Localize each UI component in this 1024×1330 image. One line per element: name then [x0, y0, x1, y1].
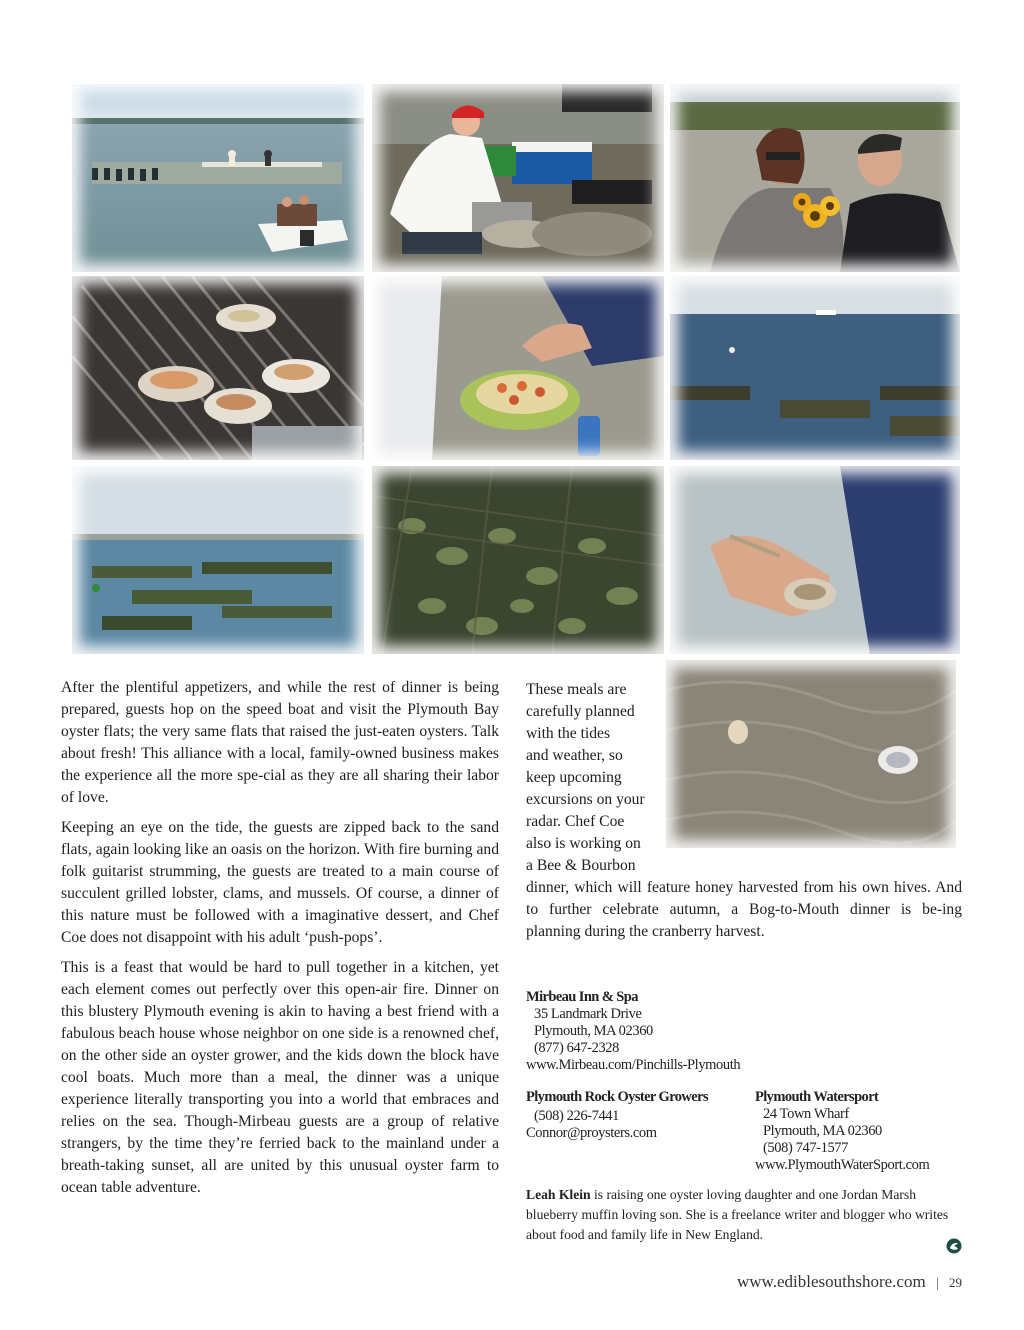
narrow-line: keep upcoming: [526, 769, 622, 786]
speed-boat-scene: [72, 84, 364, 272]
author-name: Leah Klein: [526, 1187, 591, 1202]
right-column-wide-text: [526, 877, 962, 951]
contact-phone: (877) 647-2328: [534, 1040, 620, 1056]
grill-scene: [72, 276, 364, 460]
author-bio-text: is raising one oyster loving daughter and one Jordan Marsh blueberry muffin loving son. She is a freelance writer and blogger who writes about food and family life in New England.: [526, 1187, 949, 1242]
page-number: 29: [949, 1275, 962, 1290]
right-column-narrow-text: [526, 679, 666, 877]
guests-scene: [670, 84, 960, 272]
narrow-line: and weather, so: [526, 747, 623, 764]
sand-shell-scene: [666, 660, 956, 848]
page-footer: [737, 1272, 962, 1292]
contact-phone: (508) 747-1577: [763, 1140, 849, 1156]
photo-oyster-farm-at-low-tide: [72, 466, 364, 654]
paragraph-bog-to-mouth: dinner, which will feature honey harvested from his own hives. And to further celebrate autumn, a Bog-to-Mouth dinner is be-ing planning during the cranberry harvest.: [526, 879, 962, 940]
photo-oyster-seed-in-cage: [372, 466, 664, 654]
photo-hand-holding-oyster: [670, 466, 960, 654]
cages-water-scene: [670, 276, 960, 460]
photo-chef-cooking-on-sand: [372, 84, 664, 272]
narrow-line: with the tides: [526, 725, 611, 742]
contact-name: Mirbeau Inn & Spa: [526, 989, 638, 1005]
footer-website-link[interactable]: www.ediblesouthshore.com: [736, 1272, 926, 1291]
narrow-line: excursions on your: [526, 791, 645, 808]
photo-speed-boat-oyster-flats: [72, 84, 364, 272]
narrow-line: carefully planned: [526, 703, 635, 720]
narrow-line: also is working on: [526, 835, 641, 852]
contact-name: Plymouth Rock Oyster Growers: [526, 1089, 709, 1105]
edible-logo-icon: [946, 1238, 962, 1254]
plate-scene: [372, 276, 664, 460]
paragraph-speed-boat: After the plentiful appetizers, and while the rest of dinner is being prepared, guests hop on the speed boat and visit the Plymouth Bay oyster flats; the very same flats that raised the just-eaten oysters. Talk about fresh! This alliance with a local, family-owned business makes the experience all the more spe-cial as they are all sharing their labor of love.: [61, 679, 499, 806]
narrow-line: a Bee & Bourbon: [526, 857, 636, 874]
contact-email-link[interactable]: Connor@proysters.com: [526, 1125, 657, 1141]
left-column-text: [61, 677, 499, 1207]
contact-website-link[interactable]: www.Mirbeau.com/Pinchills-Plymouth: [526, 1057, 741, 1073]
chef-scene: [372, 84, 664, 272]
photo-oyster-cages-in-water: [670, 276, 960, 460]
paragraph-main-course: Keeping an eye on the tide, the guests are zipped back to the sand flats, again looking like an oasis on the horizon. With fire burning and folk guitarist strumming, the guests are treated to a main course of succulent grilled lobster, clams, and mussels. Of course, a dinner of this nature must be followed with a imaginative dessert, and Chef Coe does not disappoint with his adult ‘push-pops’.: [61, 819, 499, 946]
contact-city: Plymouth, MA 02360: [534, 1023, 653, 1039]
contact-oyster-growers: [526, 1089, 746, 1142]
contact-website-link[interactable]: www.PlymouthWaterSport.com: [755, 1157, 930, 1173]
contact-mirbeau: [526, 989, 826, 1074]
narrow-line: radar. Chef Coe: [526, 813, 625, 830]
footer-separator: |: [935, 1276, 939, 1291]
contact-address: 35 Landmark Drive: [534, 1006, 642, 1022]
photo-plate-of-appetizers: [372, 276, 664, 460]
photo-oyster-shell-on-sand: [666, 660, 956, 848]
contact-city: Plymouth, MA 02360: [763, 1123, 882, 1139]
contact-name: Plymouth Watersport: [755, 1089, 879, 1105]
photo-guests-with-sunflowers: [670, 84, 960, 272]
low-tide-scene: [72, 466, 364, 654]
contact-address: 24 Town Wharf: [763, 1106, 849, 1122]
contact-phone: (508) 226-7441: [534, 1108, 620, 1124]
narrow-line: These meals are: [526, 681, 627, 698]
oyster-seed-scene: [372, 466, 664, 654]
paragraph-feast: This is a feast that would be hard to pull together in a kitchen, yet each element comes out perfectly over this open-air fire. Dinner on this blustery Plymouth evening is akin to having a best friend with a fabulous beach house whose neighbor on one side is a renowned chef, on the other side an oyster grower, and the kids down the block have cool boats. Much more than a meal, the dinner was a unique experience literally transporting you into a world that embraces and relies on the sea. Though-Mirbeau guests are a group of relative strangers, by the time they’re ferried back to the mainland under a breath-taking sunset, all are united by this unusual oyster farm to ocean table adventure.: [61, 959, 499, 1196]
hand-oyster-scene: [670, 466, 960, 654]
photo-grilled-oysters: [72, 276, 364, 460]
contact-watersport: [755, 1089, 965, 1174]
author-bio: [526, 1185, 964, 1245]
